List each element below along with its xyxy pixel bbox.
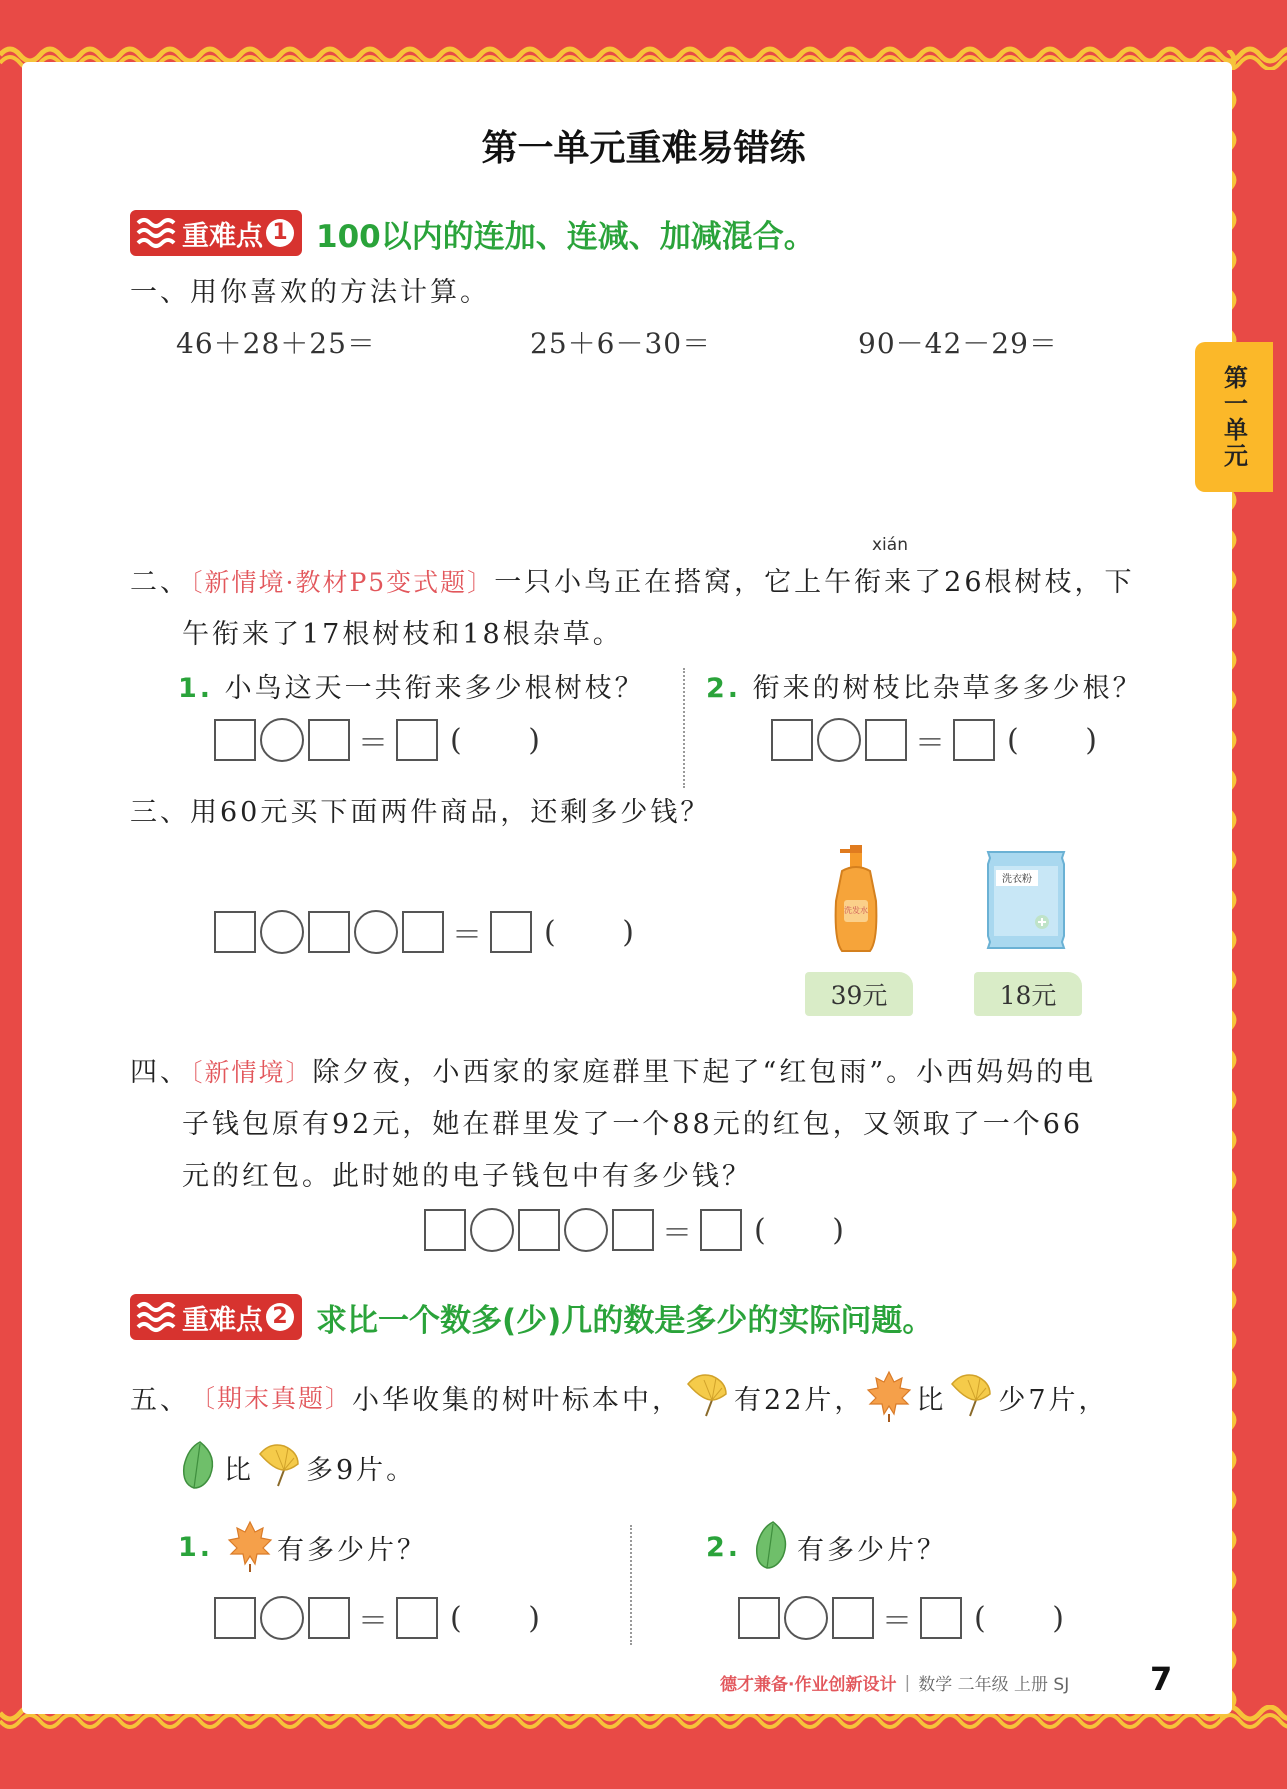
question-2-sub-2 — [706, 666, 1143, 705]
detergent-bag-icon — [984, 848, 1068, 952]
divider-line — [683, 668, 685, 788]
answer-box[interactable] — [424, 1209, 466, 1251]
key-point-label: 重难点 — [182, 1304, 263, 1336]
key-point-number: 1 — [266, 219, 294, 247]
equals-sign: ＝ — [452, 918, 482, 953]
question-4-line-1 — [130, 1050, 1096, 1089]
answer-box[interactable] — [490, 911, 532, 953]
answer-equation-4 — [424, 1208, 844, 1252]
question-4-tag: 〔新情境〕 — [190, 1058, 313, 1087]
operator-circle[interactable] — [470, 1208, 514, 1252]
unit-blank[interactable]: ( ) — [754, 1212, 844, 1248]
question-4-line-2: 子钱包原有92元，她在群里发了一个88元的红包，又领取了一个66 — [182, 1109, 1084, 1140]
waves-icon — [136, 216, 176, 250]
green-leaf-icon — [753, 1520, 797, 1574]
detergent-label: 洗衣粉 — [1002, 874, 1032, 885]
question-5-prefix: 五、 — [130, 1384, 190, 1416]
key-point-badge — [130, 1294, 302, 1340]
key-point-1 — [130, 210, 815, 256]
sub-text: 有多少片？ — [277, 1534, 428, 1566]
ginkgo-leaf-icon — [254, 1440, 306, 1494]
answer-box[interactable] — [214, 911, 256, 953]
maple-leaf-icon — [225, 1520, 277, 1574]
unit-blank[interactable]: ( ) — [450, 1600, 540, 1636]
question-2-text-1: 一只小鸟正在搭窝，它上午衔来了26根树枝，下 — [494, 567, 1135, 598]
key-point-2 — [130, 1294, 933, 1340]
question-5-text-1: 小华收集的树叶标本中， — [352, 1384, 683, 1416]
answer-equation-2-2 — [771, 718, 1097, 762]
waves-icon — [136, 1300, 176, 1334]
page-number: 7 — [1150, 1660, 1173, 1698]
footer-brand: 德才兼备·作业创新设计 — [720, 1675, 897, 1695]
answer-box[interactable] — [865, 719, 907, 761]
answer-box[interactable] — [771, 719, 813, 761]
operator-circle[interactable] — [564, 1208, 608, 1252]
unit-side-tab[interactable]: 第一单元 — [1195, 342, 1273, 492]
sub-number: 1. — [178, 673, 214, 704]
question-5-line-2 — [180, 1440, 416, 1494]
sub-text: 衔来的树枝比杂草多多少根？ — [752, 673, 1143, 704]
equals-sign: ＝ — [662, 1216, 692, 1251]
unit-blank[interactable]: ( ) — [544, 914, 634, 950]
key-point-text: 100以内的连加、连减、加减混合。 — [316, 218, 815, 255]
pinyin-annotation: xián — [872, 535, 908, 555]
operator-circle[interactable] — [260, 718, 304, 762]
answer-equation-5-2 — [738, 1596, 1064, 1640]
answer-box[interactable] — [738, 1597, 780, 1639]
operator-circle[interactable] — [260, 1596, 304, 1640]
answer-box[interactable] — [396, 719, 438, 761]
shampoo-label: 洗发水 — [844, 906, 868, 915]
expression-3: 90－42－29＝ — [858, 327, 1058, 360]
answer-box[interactable] — [308, 1597, 350, 1639]
green-leaf-icon — [180, 1440, 224, 1494]
operator-circle[interactable] — [817, 718, 861, 762]
question-5-tag: 〔期末真题〕 — [190, 1384, 353, 1413]
sub-number: 2. — [706, 673, 742, 704]
ginkgo-leaf-icon — [682, 1370, 734, 1424]
sub-text: 有多少片？ — [797, 1534, 948, 1566]
question-5-text-3: 比 — [916, 1384, 947, 1416]
price-tag-2: 18元 — [974, 972, 1082, 1016]
answer-equation-5-1 — [214, 1596, 540, 1640]
price-tag-1: 39元 — [805, 972, 913, 1016]
answer-equation-2-1 — [214, 718, 540, 762]
unit-blank[interactable]: ( ) — [974, 1600, 1064, 1636]
question-2-line-1 — [130, 560, 1135, 599]
question-5-text-5: 比 — [224, 1454, 254, 1486]
answer-box[interactable] — [612, 1209, 654, 1251]
question-2-prefix: 二、 — [130, 567, 190, 598]
answer-box[interactable] — [832, 1597, 874, 1639]
unit-blank[interactable]: ( ) — [450, 722, 540, 758]
footer-separator: | — [904, 1672, 911, 1693]
question-4-prefix: 四、 — [130, 1057, 190, 1088]
equals-sign: ＝ — [915, 726, 945, 761]
ginkgo-leaf-icon — [946, 1370, 998, 1424]
page-title: 第一单元重难易错练 — [481, 128, 806, 169]
question-5-line-1 — [130, 1370, 1109, 1424]
sub-number: 1. — [178, 1531, 214, 1563]
key-point-label: 重难点 — [182, 220, 263, 252]
question-2-tag: 〔新情境·教材P5变式题〕 — [190, 568, 495, 597]
question-3-prompt: 三、用60元买下面两件商品，还剩多少钱？ — [130, 797, 711, 828]
question-1-prompt: 一、用你喜欢的方法计算。 — [130, 277, 490, 308]
question-2-line-2: 午衔来了17根树枝和18根杂草。 — [182, 619, 623, 650]
question-5-sub-2 — [706, 1520, 947, 1574]
operator-circle[interactable] — [784, 1596, 828, 1640]
unit-blank[interactable]: ( ) — [1007, 722, 1097, 758]
footer — [720, 1670, 1069, 1695]
key-point-badge — [130, 210, 302, 256]
divider-line — [630, 1525, 632, 1645]
answer-box[interactable] — [214, 719, 256, 761]
question-5-text-2: 有22片， — [734, 1384, 865, 1416]
operator-circle[interactable] — [260, 910, 304, 954]
key-point-text: 求比一个数多(少)几的数是多少的实际问题。 — [316, 1302, 934, 1339]
answer-box[interactable] — [920, 1597, 962, 1639]
answer-box[interactable] — [214, 1597, 256, 1639]
answer-box[interactable] — [700, 1209, 742, 1251]
question-5-text-4: 少7片， — [998, 1384, 1109, 1416]
answer-box[interactable] — [308, 911, 350, 953]
question-4-line-3: 元的红包。此时她的电子钱包中有多少钱？ — [182, 1161, 752, 1192]
question-2-sub-1 — [178, 666, 645, 705]
sub-number: 2. — [706, 1531, 742, 1563]
question-5-text-6: 多9片。 — [306, 1454, 417, 1486]
question-4-text-1: 除夕夜，小西家的家庭群里下起了“红包雨”。小西妈妈的电 — [312, 1057, 1097, 1088]
shampoo-bottle-icon — [832, 845, 882, 955]
answer-equation-3 — [214, 910, 634, 954]
answer-box[interactable] — [953, 719, 995, 761]
equals-sign: ＝ — [358, 1604, 388, 1639]
key-point-number: 2 — [266, 1303, 294, 1331]
equals-sign: ＝ — [882, 1604, 912, 1639]
expression-2: 25＋6－30＝ — [530, 327, 712, 360]
maple-leaf-icon — [864, 1370, 916, 1424]
answer-box[interactable] — [518, 1209, 560, 1251]
answer-box[interactable] — [402, 911, 444, 953]
operator-circle[interactable] — [354, 910, 398, 954]
answer-box[interactable] — [308, 719, 350, 761]
answer-box[interactable] — [396, 1597, 438, 1639]
expression-1: 46＋28＋25＝ — [176, 327, 376, 360]
sub-text: 小鸟这天一共衔来多少根树枝？ — [224, 673, 645, 704]
question-5-sub-1 — [178, 1520, 427, 1574]
footer-info: 数学 二年级 上册 SJ — [918, 1675, 1070, 1695]
equals-sign: ＝ — [358, 726, 388, 761]
